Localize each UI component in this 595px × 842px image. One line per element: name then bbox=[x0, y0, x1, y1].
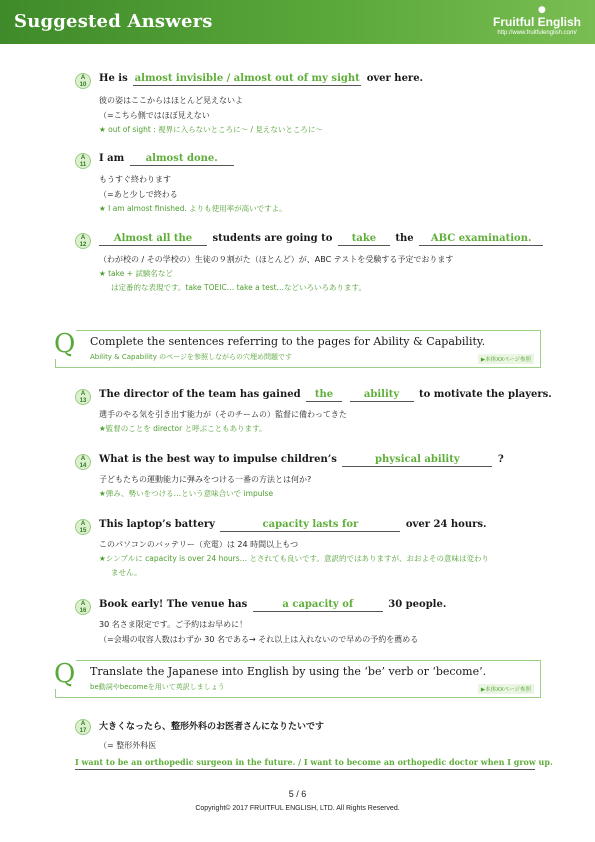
answer-badge: A 12 bbox=[75, 233, 91, 249]
page-reference: ▶本体XXページ参照 bbox=[478, 684, 534, 694]
page-number: 5 / 6 bbox=[288, 789, 307, 799]
answer-badge: A 11 bbox=[75, 153, 91, 169]
answer-badge: A 15 bbox=[75, 519, 91, 535]
answer-blank: almost invisible / almost out of my sight bbox=[134, 73, 360, 84]
answer-item-17 bbox=[75, 719, 545, 753]
answer-item-14 bbox=[75, 454, 545, 510]
japanese-translation: （=あと少しで終わる bbox=[99, 190, 178, 199]
japanese-translation: 彼の姿はここからはほとんど見えないよ bbox=[99, 96, 243, 105]
question-sentence: What is the best way to impulse children’s physical ability ? bbox=[99, 454, 504, 465]
brand-url: http://www.fruitfulenglish.com/ bbox=[497, 30, 577, 36]
answer-item-13 bbox=[75, 389, 552, 445]
usage-note: ★弾み、勢いをつける…という意味合いで impulse bbox=[99, 489, 274, 498]
answer-blank: Almost all the bbox=[99, 233, 207, 246]
answer-blank: the bbox=[306, 389, 342, 402]
question-sentence: Almost all the students are going to take the ABC examination. bbox=[99, 233, 545, 246]
japanese-translation: もうすぐ終わります bbox=[99, 175, 171, 184]
apple-icon: ● bbox=[538, 5, 546, 15]
usage-note: は定番的な表現です。take TOEIC… take a test…などいろいろあります。 bbox=[111, 283, 366, 292]
answer-blank: ability bbox=[350, 389, 414, 402]
answer-item-15 bbox=[75, 519, 545, 589]
brand-logo bbox=[493, 6, 581, 36]
brand-name: Fruitful English bbox=[493, 15, 581, 29]
answer-blank: I want to be an orthopedic surgeon in the future. / I want to become an orthopedic doctor when I grow up. bbox=[75, 757, 535, 770]
answer-blank: capacity lasts for bbox=[220, 519, 400, 532]
page-reference: ▶本体XXページ参照 bbox=[478, 354, 534, 364]
japanese-hint: （= 整形外科医 bbox=[99, 741, 157, 750]
question-box bbox=[55, 660, 541, 698]
answer-blank: a capacity of bbox=[253, 599, 383, 612]
japanese-translation: （わが校の / その学校の）生徒の９割がた（ほとんど）が、ABC テストを受験する予定でおります bbox=[99, 255, 454, 264]
japanese-translation: 30 名さま限定です。ご予約はお早めに！ bbox=[99, 620, 248, 629]
answer-badge: A 14 bbox=[75, 454, 91, 470]
japanese-translation: （=会場の収容人数はわずか 30 名である→ それ以上は入れないので早めの予約を薦める bbox=[99, 635, 419, 644]
usage-note: ★監督のことを director と呼ぶこともあります。 bbox=[99, 424, 267, 433]
q-mark-icon: Q bbox=[54, 329, 76, 359]
answer-badge: A 17 bbox=[75, 719, 91, 735]
page-header bbox=[0, 0, 595, 44]
answer-blank: almost done. bbox=[130, 153, 234, 166]
answer-item-10 bbox=[75, 73, 545, 143]
question-box bbox=[55, 330, 541, 368]
japanese-translation: 選手のやる気を引き出す能力が（そのチームの）監督に備わってきた bbox=[99, 410, 347, 419]
question-subtitle: Ability & Capability のページを参照しながらの穴埋め問題です bbox=[90, 353, 293, 361]
answer-blank: physical ability bbox=[342, 454, 492, 467]
question-sentence: Book early! The venue has a capacity of 30 people. bbox=[99, 599, 447, 610]
question-title: Translate the Japanese into English by using the ‘be’ verb or ‘become’. bbox=[90, 665, 487, 678]
usage-note: ★ take + 試験名など bbox=[99, 269, 173, 278]
question-title: Complete the sentences referring to the pages for Ability & Capability. bbox=[90, 335, 486, 348]
usage-note: ★シンプルに capacity is over 24 hours… とされても良いです。意訳的ではありますが、おおよその意味は変わり bbox=[99, 554, 489, 563]
japanese-question: 大きくなったら、整形外科のお医者さんになりたいです bbox=[99, 722, 325, 732]
answer-blank: ABC examination. bbox=[419, 233, 543, 246]
question-sentence: He is almost invisible / almost out of my sight over here. bbox=[99, 73, 424, 84]
usage-note: ★ out of sight : 視界に入らないところに～ / 見えないところに～ bbox=[99, 125, 323, 134]
question-sentence: I am almost done. bbox=[99, 153, 236, 166]
answer-item-12 bbox=[75, 233, 545, 303]
question-sentence: This laptop’s battery capacity lasts for over 24 hours. bbox=[99, 519, 487, 530]
usage-note: ★ I am almost finished. よりも使用率が高いですよ。 bbox=[99, 204, 287, 213]
japanese-translation: このパソコンのバッテリー（充電）は 24 時間以上もつ bbox=[99, 540, 299, 549]
japanese-translation: （=こちら側ではほぼ見えない bbox=[99, 111, 210, 120]
answer-blank: take bbox=[338, 233, 390, 246]
answer-badge: A 16 bbox=[75, 599, 91, 615]
answer-item-16 bbox=[75, 599, 545, 651]
japanese-translation: 子どもたちの運動能力に弾みをつける一番の方法とは何か? bbox=[99, 475, 312, 484]
page-title: Suggested Answers bbox=[14, 11, 213, 32]
answer-badge: A 13 bbox=[75, 389, 91, 405]
copyright: Copyright© 2017 FRUITFUL ENGLISH, LTD. All Rights Reserved. bbox=[195, 805, 400, 812]
question-sentence: The director of the team has gained the ability to motivate the players. bbox=[99, 389, 552, 400]
usage-note: ません。 bbox=[111, 568, 142, 577]
question-subtitle: be動詞やbecomeを用いて英訳しましょう bbox=[90, 683, 225, 691]
q-mark-icon: Q bbox=[54, 659, 76, 689]
answer-item-11 bbox=[75, 153, 545, 219]
answer-badge: A 10 bbox=[75, 73, 91, 89]
